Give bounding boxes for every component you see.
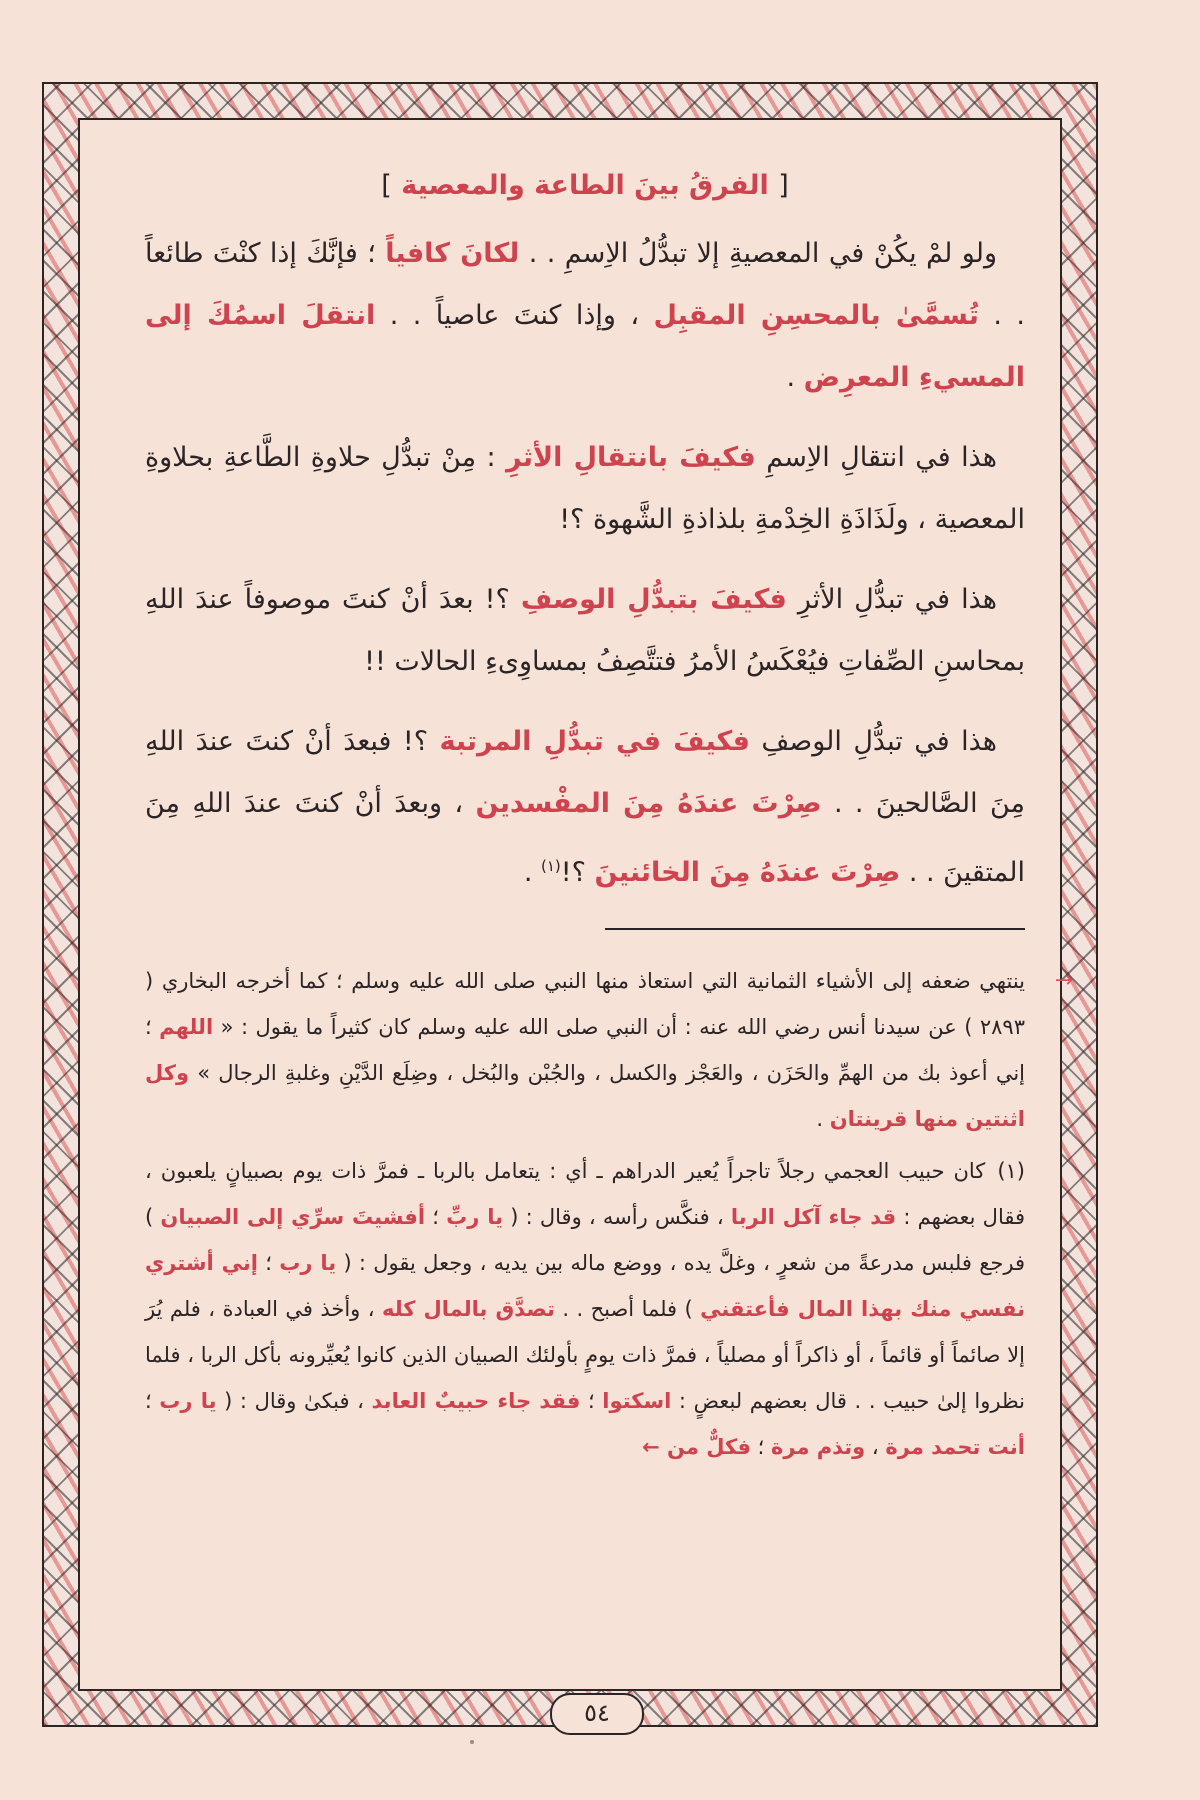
text-segment: ) فرجع فلبس مدرعةً من شعرٍ ، وغلَّ يده ، ووضع ماله بين يديه ، وجعل يقول : (: [145, 1205, 1025, 1275]
highlighted-text: اسكتوا: [602, 1389, 672, 1413]
text-segment: ، وبعدَ أنْ كنتَ عندَ اللهِ مِنَ المتقينَ . .: [145, 788, 1025, 888]
highlighted-text: تُسمَّىٰ بالمحسِنِ المقبِل: [653, 300, 979, 331]
highlighted-text: لكانَ كافياً: [385, 238, 520, 269]
heading-close-bracket: ]: [381, 170, 392, 201]
footnote-number: (١): [997, 1159, 1025, 1183]
text-segment: هذا في تبدُّلِ الأثرِ: [786, 584, 997, 615]
highlighted-text: انتقلَ اسمُكَ إلى المسيءِ المعرِض: [145, 300, 1025, 393]
body-paragraphs: [145, 223, 1025, 904]
body-paragraph: [145, 427, 1025, 551]
body-paragraph: [145, 711, 1025, 904]
text-segment: هذا في انتقالِ الاِسمِ: [755, 442, 997, 473]
text-segment: ؛: [580, 1389, 603, 1413]
body-paragraph: [145, 569, 1025, 693]
continuation-arrow-icon: →: [1054, 968, 1073, 993]
text-segment: : مِنْ تبدُّلِ حلاوةِ الطَّاعةِ بحلاوةِ المعصية ، ولَذَاذَةِ الخِدْمةِ بلذاذةِ الشَّهوة ؟!: [145, 442, 1025, 535]
text-segment: ؟!: [560, 857, 595, 888]
text-segment: ؟! بعدَ أنْ كنتَ موصوفاً عندَ اللهِ بمحاسنِ الصِّفاتِ فيُعْكَسُ الأمرُ فتتَّصِفُ بمساوِىءِ الحالات !!: [145, 584, 1025, 677]
text-segment: .: [816, 1107, 830, 1131]
highlighted-text: إني أشتري نفسي منك بهذا المال فأعتقني: [145, 1251, 1025, 1321]
body-paragraph: [145, 223, 1025, 409]
text-segment: كان حبيب العجمي رجلاً تاجراً يُعير الدراهم ـ أي : يتعامل بالربا ـ فمرَّ ذات يوم بصبيانٍ يلعبون ، فقال بعضهم :: [145, 1159, 1025, 1229]
highlighted-text: يا ربِّ: [446, 1205, 503, 1229]
highlighted-text: وكل اثنتين منها قرينتان: [145, 1061, 1025, 1131]
text-segment: ولو لمْ يكُنْ في المعصيةِ إلا تبدُّلُ الاِسمِ . .: [519, 238, 997, 269]
text-segment: ينتهي ضعفه إلى الأشياء الثمانية التي استعاذ منها النبي صلى الله عليه وسلم ؛ كما أخرجه البخاري ( ٢٨٩٣ ) عن سيدنا أنس رضي الله عنه : أن النبي صلى الله عليه وسلم كان كثيراً ما يقول : «: [145, 969, 1025, 1039]
text-segment: ، وأخذ في العبادة ، فلم يُرَ إلا صائماً أو قائماً ، أو ذاكراً أو مصلياً ، فمرَّ ذات يومٍ بأولئك الصبيان الذين كانوا يُعيِّرونه بأكل الربا ، فلما نظروا إلىٰ حبيب . . قال بعضهم لبعضٍ :: [145, 1297, 1025, 1413]
highlighted-text: يا رب: [279, 1251, 337, 1275]
highlighted-text: فكلٌّ من: [667, 1435, 751, 1459]
footnote-reference[interactable]: (١): [541, 857, 561, 875]
section-heading: [145, 170, 1025, 201]
text-segment: ؛ إني أعوذ بك من الهمِّ والحَزَن ، والعَجْز والكسل ، والجُبْن والبُخل ، وضِلَع الدَّيْنِ وغلبةِ الرجال »: [145, 1015, 1025, 1085]
text-segment: ؛: [258, 1251, 280, 1275]
text-segment: .: [523, 857, 541, 888]
highlighted-text: اللهم: [159, 1015, 214, 1039]
highlighted-text: وتذم مرة: [770, 1435, 866, 1459]
text-segment: ؛: [750, 1435, 771, 1459]
highlighted-text: فكيفَ في تبدُّلِ المرتبة: [439, 726, 750, 757]
text-segment: .: [786, 362, 804, 393]
text-segment: ،: [865, 1435, 886, 1459]
heading-title: الفرقُ بينَ الطاعة والمعصية: [401, 170, 769, 201]
heading-open-bracket: [: [778, 170, 789, 201]
text-segment: ؛ فإنَّكَ إذا كنْتَ طائعاً . .: [145, 238, 1025, 331]
highlighted-text: أفشيتَ سرِّي إلى الصبيان: [160, 1205, 426, 1229]
footnote: [145, 958, 1073, 1142]
text-segment: ؛: [145, 1389, 160, 1413]
text-segment: ، وإذا كنتَ عاصياً . .: [375, 300, 654, 331]
text-segment: ) فلما أصبح . .: [554, 1297, 701, 1321]
continued-next-page-arrow-icon: ←: [642, 1435, 668, 1459]
page-number: ٥٤: [550, 1693, 644, 1735]
page-content: [145, 170, 1073, 1476]
highlighted-text: صِرْتَ عندَهُ مِنَ المفْسدين: [475, 788, 822, 819]
highlighted-text: فقد جاء حبيبٌ العابد: [371, 1389, 581, 1413]
highlighted-text: صِرْتَ عندَهُ مِنَ الخائنينَ: [594, 857, 901, 888]
footnote-divider: [605, 928, 1025, 930]
paper-speck: [470, 1740, 474, 1744]
footnote: [145, 1148, 1025, 1470]
text-segment: هذا في تبدُّلِ الوصفِ: [749, 726, 997, 757]
footnotes: [145, 958, 1073, 1470]
text-segment: ؛: [425, 1205, 447, 1229]
text-segment: ، فبكىٰ وقال : (: [216, 1389, 372, 1413]
highlighted-text: قد جاء آكل الربا: [730, 1205, 897, 1229]
text-segment: ، فنكَّس رأسه ، وقال : (: [502, 1205, 731, 1229]
highlighted-text: يا رب: [159, 1389, 217, 1413]
highlighted-text: أنت تحمد مرة: [885, 1435, 1025, 1459]
highlighted-text: فكيفَ بتبدُّلِ الوصفِ: [520, 584, 787, 615]
text-segment: ؟! فبعدَ أنْ كنتَ عندَ اللهِ مِنَ الصَّالحينَ . .: [145, 726, 1025, 819]
highlighted-text: تصدَّق بالمال كله: [381, 1297, 555, 1321]
highlighted-text: فكيفَ بانتقالِ الأثرِ: [506, 442, 756, 473]
